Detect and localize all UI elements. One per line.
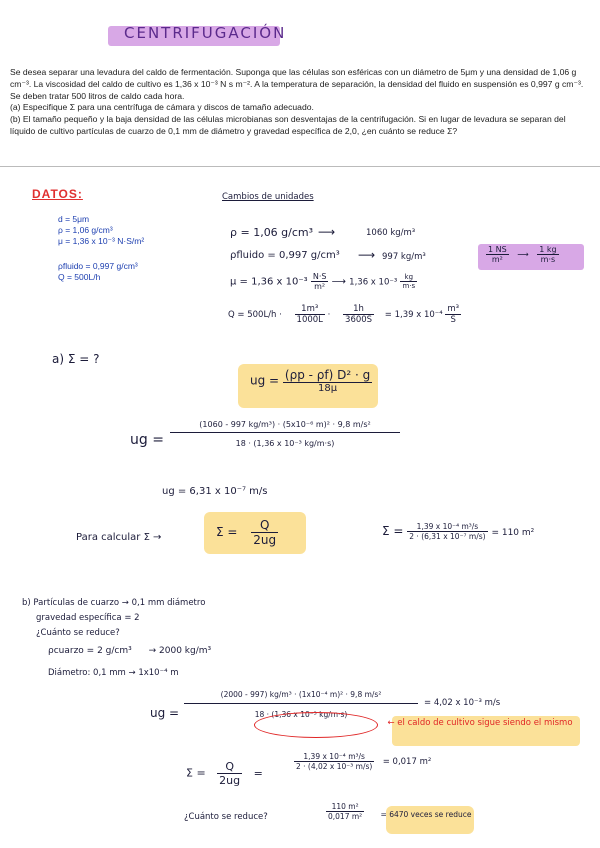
conv-fluid-left: ρfluido = 0,997 g/cm³ <box>230 250 340 261</box>
dato-viscosity: μ = 1,36 x 10⁻³ N·S/m² <box>58 236 145 246</box>
stokes-numerator: (ρp - ρf) D² · g <box>284 368 371 382</box>
part-b-block <box>22 596 205 641</box>
part-b-gravity: gravedad específica = 2 <box>36 613 140 623</box>
sigma-b-num: 1,39 x 10⁻⁴ m³/s <box>294 752 374 762</box>
sigma-b-result: = 0,017 m² <box>382 756 432 767</box>
page-title: CENTRIFUGACIÓN <box>124 24 287 42</box>
conv-density-right: 1060 kg/m³ <box>366 228 416 238</box>
reduce-num: 110 m² <box>326 802 364 812</box>
datos-heading: DATOS: <box>32 187 83 201</box>
reduce-den: 0,017 m² <box>328 812 363 821</box>
ug-a-denominator: 18 · (1,36 x 10⁻³ kg/m·s) <box>235 439 335 448</box>
sigma-b-eq: = <box>253 766 263 780</box>
conv-flow: Q = 500L/h · $\frac{\text{1m³}}{1000L}$ · $\frac{1h}{3600S}$ = 1,39 x 10⁻⁴ $\frac{\text{m³}}{S}$ <box>228 304 460 325</box>
sigma-b-formula <box>186 760 263 787</box>
stokes-formula <box>250 368 372 394</box>
diametro: Diámetro: 0,1 mm → 1x10⁻⁴ m <box>48 668 179 678</box>
conv-flow-f1-den: 1000L <box>296 315 323 325</box>
note-same-broth: ← el caldo de cultivo sigue siendo el mismo <box>387 718 573 728</box>
conv-viscosity-mid: 1,36 x 10⁻³ <box>349 277 398 288</box>
conv-density-left: ρ = 1,06 g/cm³ <box>230 226 314 239</box>
statement-paragraph: Se desea separar una levadura del caldo de fermentación. Suponga que las células son esféricas con un diámetro de 5μm y una densidad de 1,06 g cm⁻³. La viscosidad del caldo de cultivo es 1,36 x 10⁻³ N s m⁻². A la temperatura de separación, la densidad del fluido en suspensión es 0,997 g cm⁻³. Se deben tratar 500 litros de caldo cada hora. <box>10 67 584 101</box>
sigma-a-den: 2 · (6,31 x 10⁻⁷ m/s) <box>409 532 486 541</box>
divider <box>0 166 600 167</box>
dato-density: ρ = 1,06 g/cm³ <box>58 225 113 235</box>
ug-a-result: ug = 6,31 x 10⁻⁷ m/s <box>162 486 268 497</box>
equiv-left-num: 1 NS <box>488 245 507 254</box>
reduce-result: = 6470 veces se reduce <box>380 810 472 819</box>
problem-statement <box>10 67 590 138</box>
units-heading: Cambios de unidades <box>222 192 314 202</box>
ug-a-fraction <box>170 420 400 448</box>
ug-b-denominator: 18 · (1,36 x 10⁻³ kg/m·s) <box>254 710 348 719</box>
sigma-a-calc <box>382 522 534 541</box>
reduce-question: ¿Cuánto se reduce? <box>184 812 268 822</box>
conv-viscosity-right-den: m·s <box>402 282 416 290</box>
sigma-b-left: Σ = <box>186 766 206 780</box>
conv-flow-unit-num: m³ <box>447 304 460 314</box>
viscosity-circle <box>254 712 378 738</box>
arrow-icon: ⟶ <box>358 248 376 262</box>
sigma-formula-num: Q <box>251 518 278 533</box>
conv-viscosity-unit-num: N·S <box>312 272 327 281</box>
arrow-icon: ⟶ <box>318 225 336 239</box>
unit-equivalence <box>486 245 559 264</box>
conv-flow-left: Q = 500L/h · <box>228 310 282 320</box>
equiv-left-den: m² <box>491 255 503 264</box>
sigma-b-2ug: 2ug <box>219 774 241 787</box>
dato-flow: Q = 500L/h <box>58 272 101 282</box>
rho-cuarzo-value: ρcuarzo = 2 g/cm³ <box>48 646 132 656</box>
part-b-question: ¿Cuánto se reduce? <box>36 628 120 638</box>
sigma-b-q: Q <box>217 760 242 774</box>
ug-b-label: ug = <box>150 706 180 720</box>
sigma-formula <box>216 518 278 547</box>
sigma-b-calc <box>294 752 431 771</box>
dato-fluid-density: ρfluido = 0,997 g/cm³ <box>58 261 138 271</box>
ug-a-label: ug = <box>130 432 164 448</box>
dato-diameter: d = 5μm <box>58 214 90 224</box>
sigma-formula-den: 2ug <box>253 533 277 547</box>
reduce-fraction <box>326 802 364 821</box>
stokes-denominator: 18μ <box>318 383 338 394</box>
sigma-a-left: Σ = <box>382 524 404 538</box>
conv-flow-result: = 1,39 x 10⁻⁴ <box>384 310 443 320</box>
part-b-label: b) Partículas de cuarzo → 0,1 mm diámetro <box>22 598 206 608</box>
equiv-right-num: 1 kg <box>539 245 557 254</box>
arrow-icon: ⟶ <box>331 276 346 288</box>
ug-a-numerator: (1060 - 997 kg/m³) · (5x10⁻⁶ m)² · 9,8 m/s² <box>170 420 400 433</box>
sigma-b-den: 2 · (4,02 x 10⁻³ m/s) <box>296 762 373 771</box>
conv-viscosity <box>230 272 417 291</box>
sigma-a-result: = 110 m² <box>491 528 535 538</box>
ug-b-result: = 4,02 x 10⁻³ m/s <box>424 698 501 708</box>
conv-flow-f2-num: 1h <box>343 304 374 315</box>
stokes-ug: ug = <box>250 373 280 388</box>
arrow-icon: ⟶ <box>517 250 529 259</box>
statement-part-a: (a) Especifique Σ para una centrífuga de cámara y discos de tamaño adecuado. <box>10 102 314 113</box>
datos-list <box>58 214 144 283</box>
para-calcular: Para calcular Σ → <box>76 532 162 543</box>
statement-part-b: (b) El tamaño pequeño y la baja densidad de las células microbianas son desventajas de la centrifugación. Si en lugar de levadura se separan del líquido de cultivo partículas de cuarzo de 0,1 mm de diámetro y gravedad específica de 2,0, ¿en cuánto se reduce Σ? <box>10 114 566 136</box>
conv-flow-f1-num: 1m³ <box>295 304 325 315</box>
sigma-a-num: 1,39 x 10⁻⁴ m³/s <box>407 522 487 532</box>
sigma-formula-left: Σ = <box>216 525 238 539</box>
rho-cuarzo-conv: → 2000 kg/m³ <box>148 646 212 656</box>
conv-flow-f2-den: 3600S <box>345 315 373 325</box>
rho-cuarzo <box>48 646 211 656</box>
ug-b-numerator: (2000 - 997) kg/m³ · (1x10⁻⁴ m)² · 9,8 m/s² <box>184 690 418 704</box>
conv-viscosity-unit-den: m² <box>314 282 326 291</box>
conv-viscosity-right-num: kg <box>400 273 417 282</box>
conv-fluid-right: 997 kg/m³ <box>382 252 426 262</box>
part-a-label: a) Σ = ? <box>52 352 100 366</box>
equiv-right-den: m·s <box>540 255 556 264</box>
conv-viscosity-left: μ = 1,36 x 10⁻³ <box>230 276 308 288</box>
conv-flow-unit-den: S <box>450 315 456 325</box>
